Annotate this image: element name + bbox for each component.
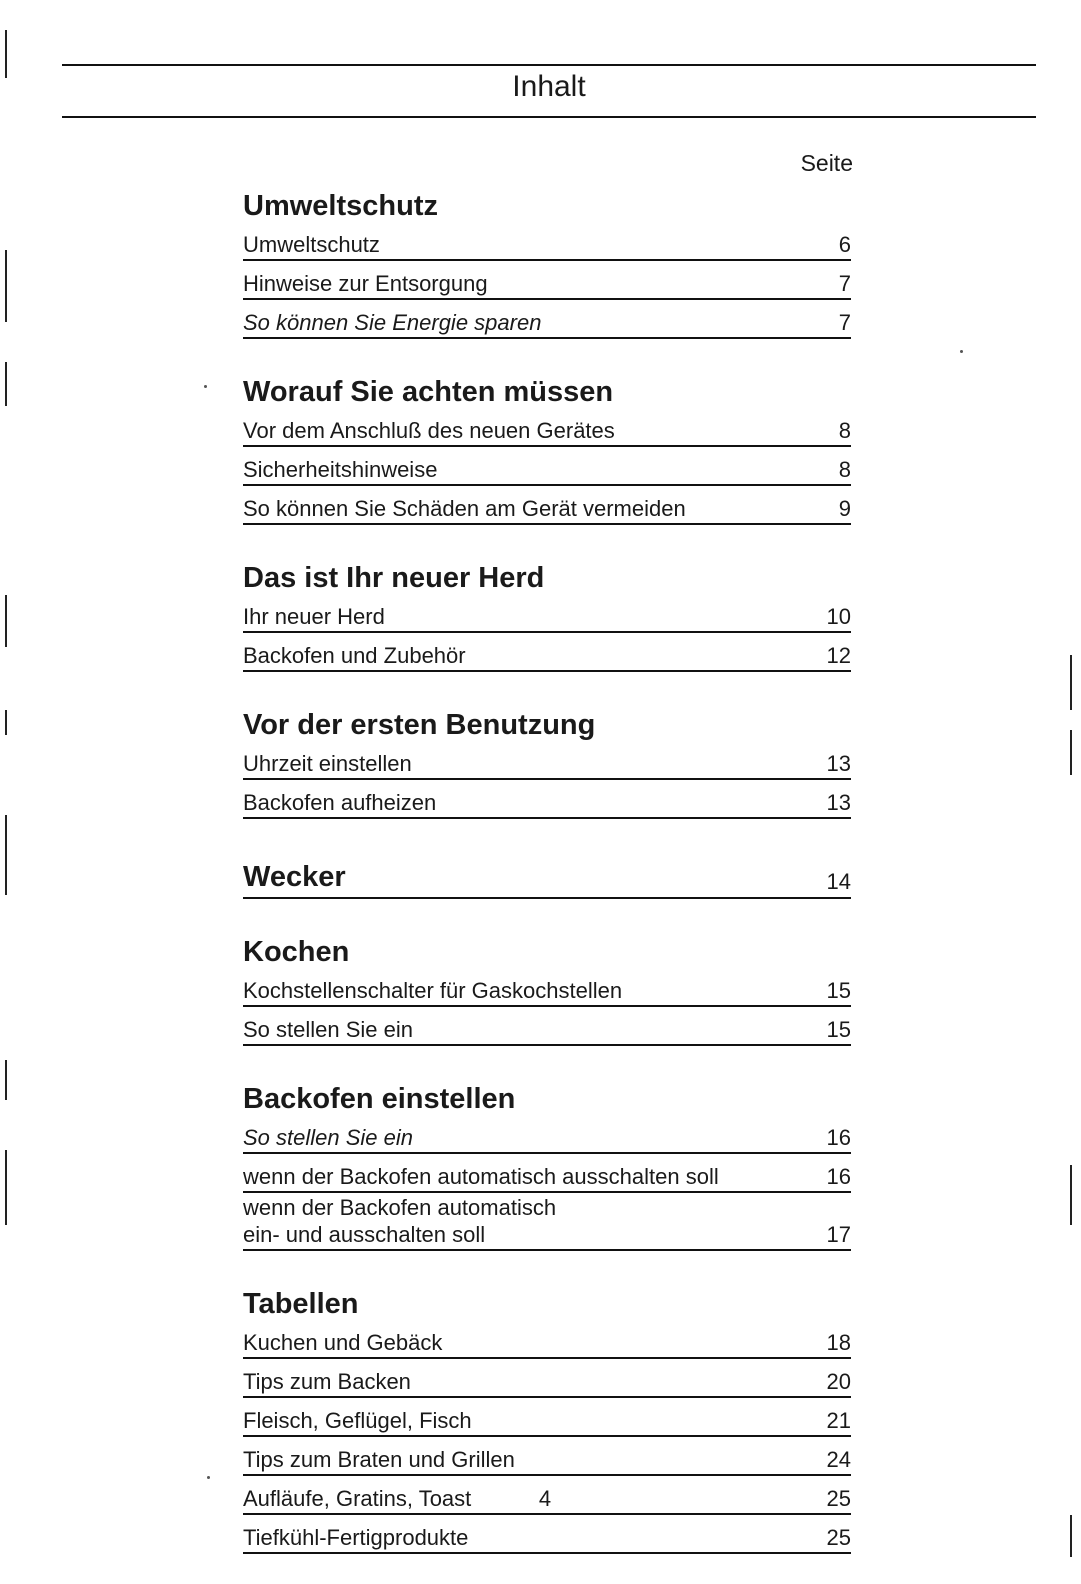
- entry-page-number: 15: [826, 1017, 851, 1042]
- toc-entry: [243, 1008, 851, 1046]
- entry-page-number: 8: [838, 418, 851, 443]
- section-heading: Backofen einstellen: [243, 1083, 516, 1115]
- toc-section: [243, 849, 851, 899]
- entry-page-number: 6: [838, 232, 851, 257]
- entry-label: So können Sie Energie sparen: [243, 310, 542, 335]
- entry-label: Umweltschutz: [243, 232, 380, 257]
- entry-label: Ihr neuer Herd: [243, 604, 385, 629]
- scan-edge-mark: [5, 30, 7, 78]
- entry-label: wenn der Backofen automatisch ausschalten soll: [243, 1164, 719, 1189]
- entry-page-number: 10: [826, 604, 851, 629]
- entry-page-number: 13: [826, 751, 851, 776]
- entry-label: Hinweise zur Entsorgung: [243, 271, 488, 296]
- entry-label: Kochstellenschalter für Gaskochstellen: [243, 978, 623, 1003]
- scan-edge-mark: [5, 710, 7, 735]
- entry-label: Tips zum Braten und Grillen: [243, 1447, 515, 1472]
- entry-label: Backofen aufheizen: [243, 790, 437, 815]
- scan-edge-mark: [5, 815, 7, 895]
- entry-label: So stellen Sie ein: [243, 1125, 413, 1150]
- title-rule: [62, 116, 1036, 118]
- toc-section: [243, 555, 851, 672]
- scan-speck: [960, 350, 963, 353]
- entry-label: Backofen und Zubehör: [243, 643, 466, 668]
- toc-section: [243, 369, 851, 525]
- toc-entry: [243, 301, 851, 339]
- scan-edge-mark: [1070, 1165, 1072, 1225]
- scan-edge-mark: [5, 595, 7, 647]
- scan-edge-mark: [1070, 730, 1072, 775]
- section-heading: Wecker: [243, 861, 346, 893]
- entry-label: wenn der Backofen automatisch ein- und ausschalten soll: [243, 1195, 557, 1247]
- scan-edge-mark: [5, 1150, 7, 1225]
- entry-page-number: 16: [826, 1125, 851, 1150]
- page-column-label: Seite: [800, 150, 853, 176]
- scan-speck: [204, 385, 207, 388]
- entry-label: Vor dem Anschluß des neuen Gerätes: [243, 418, 615, 443]
- toc-entry: [243, 1321, 851, 1359]
- section-heading: Kochen: [243, 936, 350, 968]
- entry-page-number: 25: [826, 1525, 851, 1550]
- entry-page-number: 7: [838, 310, 851, 335]
- scan-edge-mark: [5, 250, 7, 322]
- top-rule: [62, 64, 1036, 66]
- scan-edge-mark: [1070, 655, 1072, 710]
- entry-page-number: 16: [826, 1164, 851, 1189]
- scan-edge-mark: [1070, 1515, 1072, 1557]
- toc-entry: [243, 1194, 851, 1251]
- entry-page-number: 24: [826, 1447, 851, 1472]
- entry-label: Aufläufe, Gratins, Toast: [243, 1486, 472, 1511]
- toc-entry: [243, 1116, 851, 1154]
- toc-entry: [243, 448, 851, 486]
- section-heading: Tabellen: [243, 1288, 359, 1320]
- entry-label: Fleisch, Geflügel, Fisch: [243, 1408, 472, 1433]
- entry-page-number: 18: [826, 1330, 851, 1355]
- entry-page-number: 21: [826, 1408, 851, 1433]
- section-heading: Vor der ersten Benutzung: [243, 709, 596, 741]
- toc-entry: [243, 969, 851, 1007]
- toc-entry: [243, 1438, 851, 1476]
- entry-page-number: 17: [826, 1222, 851, 1247]
- toc-section: [243, 1076, 851, 1251]
- entry-label: So können Sie Schäden am Gerät vermeiden: [243, 496, 686, 521]
- toc-entry: [243, 742, 851, 780]
- toc-entry: [243, 1516, 851, 1554]
- page-title: Inhalt: [512, 70, 586, 103]
- section-heading: Das ist Ihr neuer Herd: [243, 562, 545, 594]
- table-of-contents: [243, 183, 851, 1584]
- scan-speck: [207, 1476, 210, 1479]
- scan-edge-mark: [5, 362, 7, 406]
- toc-entry: [243, 634, 851, 672]
- entry-page-number: 12: [826, 643, 851, 668]
- toc-entry: [243, 487, 851, 525]
- toc-entry: [243, 409, 851, 447]
- entry-page-number: 25: [826, 1486, 851, 1511]
- section-page-number: 14: [826, 869, 851, 894]
- entry-page-number: 9: [838, 496, 851, 521]
- section-heading: Umweltschutz: [243, 190, 438, 222]
- toc-entry: [243, 262, 851, 300]
- entry-page-number: 7: [838, 271, 851, 296]
- toc-entry: [243, 1399, 851, 1437]
- toc-section: [243, 702, 851, 819]
- toc-entry: [243, 223, 851, 261]
- toc-entry: [243, 1360, 851, 1398]
- entry-page-number: 8: [838, 457, 851, 482]
- section-heading: Worauf Sie achten müssen: [243, 376, 614, 408]
- toc-section: [243, 929, 851, 1046]
- toc-section: [243, 183, 851, 339]
- entry-label: Tips zum Backen: [243, 1369, 411, 1394]
- entry-label: Tiefkühl-Fertigprodukte: [243, 1525, 469, 1550]
- entry-page-number: 13: [826, 790, 851, 815]
- entry-label: Sicherheitshinweise: [243, 457, 438, 482]
- scan-edge-mark: [5, 1060, 7, 1100]
- entry-label: Uhrzeit einstellen: [243, 751, 412, 776]
- entry-page-number: 15: [826, 978, 851, 1003]
- entry-label: Kuchen und Gebäck: [243, 1330, 443, 1355]
- toc-entry: [243, 1155, 851, 1193]
- entry-page-number: 20: [826, 1369, 851, 1394]
- toc-entry: [243, 595, 851, 633]
- toc-section: [243, 1281, 851, 1554]
- entry-label: So stellen Sie ein: [243, 1017, 413, 1042]
- toc-entry: [243, 781, 851, 819]
- page-number: 4: [538, 1486, 552, 1511]
